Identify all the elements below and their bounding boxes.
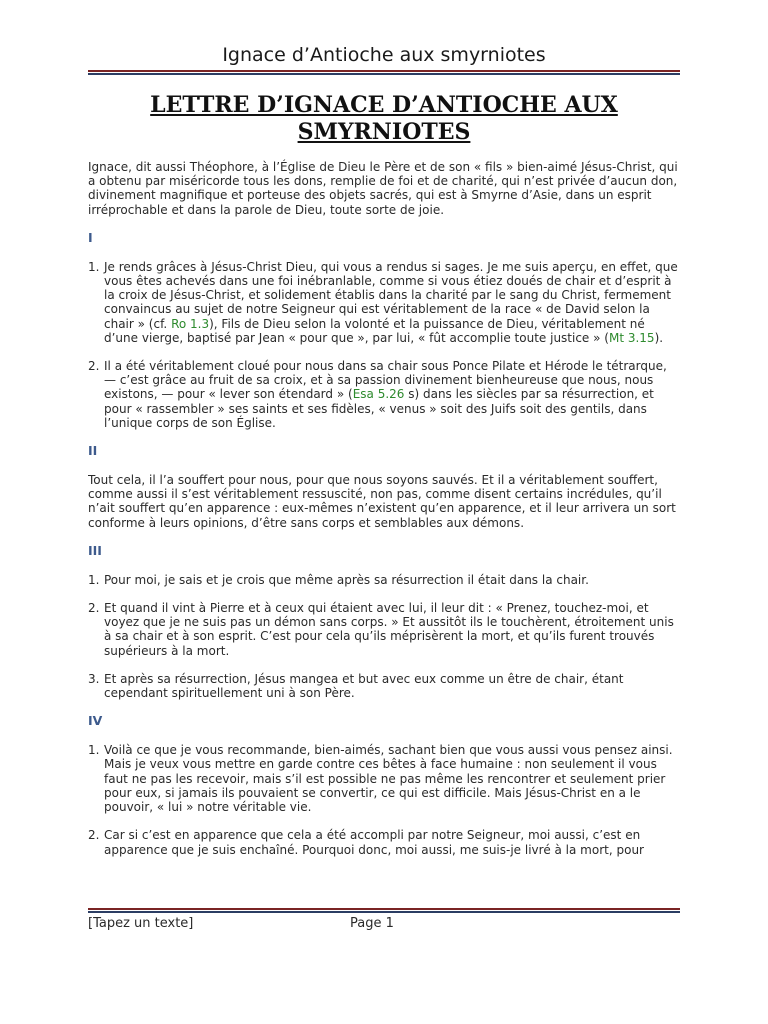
footer-rule [88, 908, 680, 913]
item-text: Pour moi, je sais et je crois que même après sa résurrection il était dans la chair. [104, 572, 589, 587]
list-item [88, 260, 680, 345]
item-number: 3. [88, 671, 100, 686]
intro-paragraph: Ignace, dit aussi Théophore, à l’Église de Dieu le Père et de son « fils » bien-aimé Jésus-Christ, qui a obtenu par miséricorde tous les dons, remplie de foi et de charité, qui n’est privée d’aucun don, divinement magnifique et porteuse des objets sacrés, qui est à Smyrne d’Asie, dans un esprit irréprochable et dans la parole de Dieu, toute sorte de joie. [88, 160, 678, 217]
item-number: 2. [88, 601, 100, 616]
section-heading-i: I [88, 229, 93, 245]
section-i-list [88, 260, 680, 430]
list-item [88, 601, 680, 658]
list-item [88, 573, 680, 587]
scripture-ref-link[interactable]: Ro 1.3 [171, 316, 210, 331]
item-text: Et après sa résurrection, Jésus mangea et but avec eux comme un être de chair, étant cependant spirituellement uni à son Père. [104, 671, 624, 701]
header-rule [88, 70, 680, 75]
item-text: Je rends grâces à Jésus-Christ Dieu, qui vous a rendus si sages. Je me suis aperçu, en effet, que vous êtes achevés dans une foi inébranlable, comme si vous étiez doués de chair et d’esprit à la croix de Jésus-Christ, et solidement établis dans la charité par le sang du Christ, fermement convaincus au sujet de notre Seigneur qui est véritablement de la race « de David selon la chair » (cf. [104, 259, 678, 331]
section-iii-list [88, 573, 680, 700]
item-number: 1. [88, 259, 100, 274]
document-title: LETTRE D’IGNACE D’ANTIOCHE AUX SMYRNIOTES [150, 92, 618, 145]
item-text: Car si c’est en apparence que cela a été accompli par notre Seigneur, moi aussi, c’est en apparence que je suis enchaîné. Pourquoi donc, moi aussi, me suis-je livré à la mort, pour [104, 828, 644, 857]
section-iv-list [88, 743, 680, 856]
section-ii-paragraph: Tout cela, il l’a souffert pour nous, pour que nous soyons sauvés. Et il a véritablement souffert, comme aussi il s’est véritablement ressuscité, non pas, comme disent certains incrédules, qu’il n’ait souffert qu’en apparence : eux-mêmes n’existent qu’en apparence, et il leur arrivera un sort conforme à leurs opinions, d’être sans corps et semblables aux démons. [88, 473, 676, 530]
list-item [88, 359, 680, 430]
section-heading-iv: IV [88, 713, 103, 729]
item-number: 1. [88, 743, 100, 758]
item-text: ), Fils de Dieu selon la volonté et la puissance de Dieu, véritablement né d’une vierge, baptisé par Jean « pour que », par lui, « fût accomplie toute justice » ( [104, 316, 645, 345]
page-content [88, 90, 680, 902]
item-text: Voilà ce que je vous recommande, bien-aimés, sachant bien que vous aussi vous pensez ainsi. Mais je veux vous mettre en garde contre ces bêtes à face humaine : non seulement il vous faut ne pas les recevoir, mais s’il est possible ne pas même les rencontrer et seulement prier pour eux, si jamais ils pouvaient se convertir, ce qui est difficile. Mais Jésus-Christ en a le pouvoir, « lui » notre véritable vie. [104, 743, 673, 815]
item-number: 2. [88, 828, 100, 843]
item-text: Il a été véritablement cloué pour nous dans sa chair sous Ponce Pilate et Hérode le tétrarque, — c’est grâce au fruit de sa croix, et à sa passion divinement bienheureuse que nous, nous existons, — pour « lever son étendard » ( [104, 359, 667, 402]
item-text: ). [654, 330, 664, 345]
item-text: s) dans les siècles par sa résurrection, et pour « rassembler » ses saints et ses fidèles, « venus » soit des Juifs soit des gentils, dans l’unique corps de son Église. [104, 387, 654, 430]
page-number: Page 1 [350, 916, 394, 931]
list-item [88, 828, 680, 856]
section-heading-iii: III [88, 542, 102, 558]
header-title: Ignace d’Antioche aux smyrniotes [222, 44, 546, 66]
scripture-ref-link[interactable]: Esa 5.26 [352, 387, 405, 402]
list-item [88, 743, 680, 814]
section-heading-ii: II [88, 443, 98, 459]
item-text: Et quand il vint à Pierre et à ceux qui étaient avec lui, il leur dit : « Prenez, touchez-moi, et voyez que je ne suis pas un démon sans corps. » Et aussitôt ils le touchèrent, étroitement unis à sa chair et à son esprit. C’est pour cela qu’ils méprisèrent la mort, et qu’ils furent trouvés supérieurs à la mort. [104, 601, 674, 658]
scripture-ref-link[interactable]: Mt 3.15 [608, 330, 655, 345]
item-number: 1. [88, 572, 100, 587]
list-item [88, 672, 680, 700]
footer-placeholder-text[interactable]: [Tapez un texte] [88, 916, 194, 931]
item-number: 2. [88, 359, 100, 374]
